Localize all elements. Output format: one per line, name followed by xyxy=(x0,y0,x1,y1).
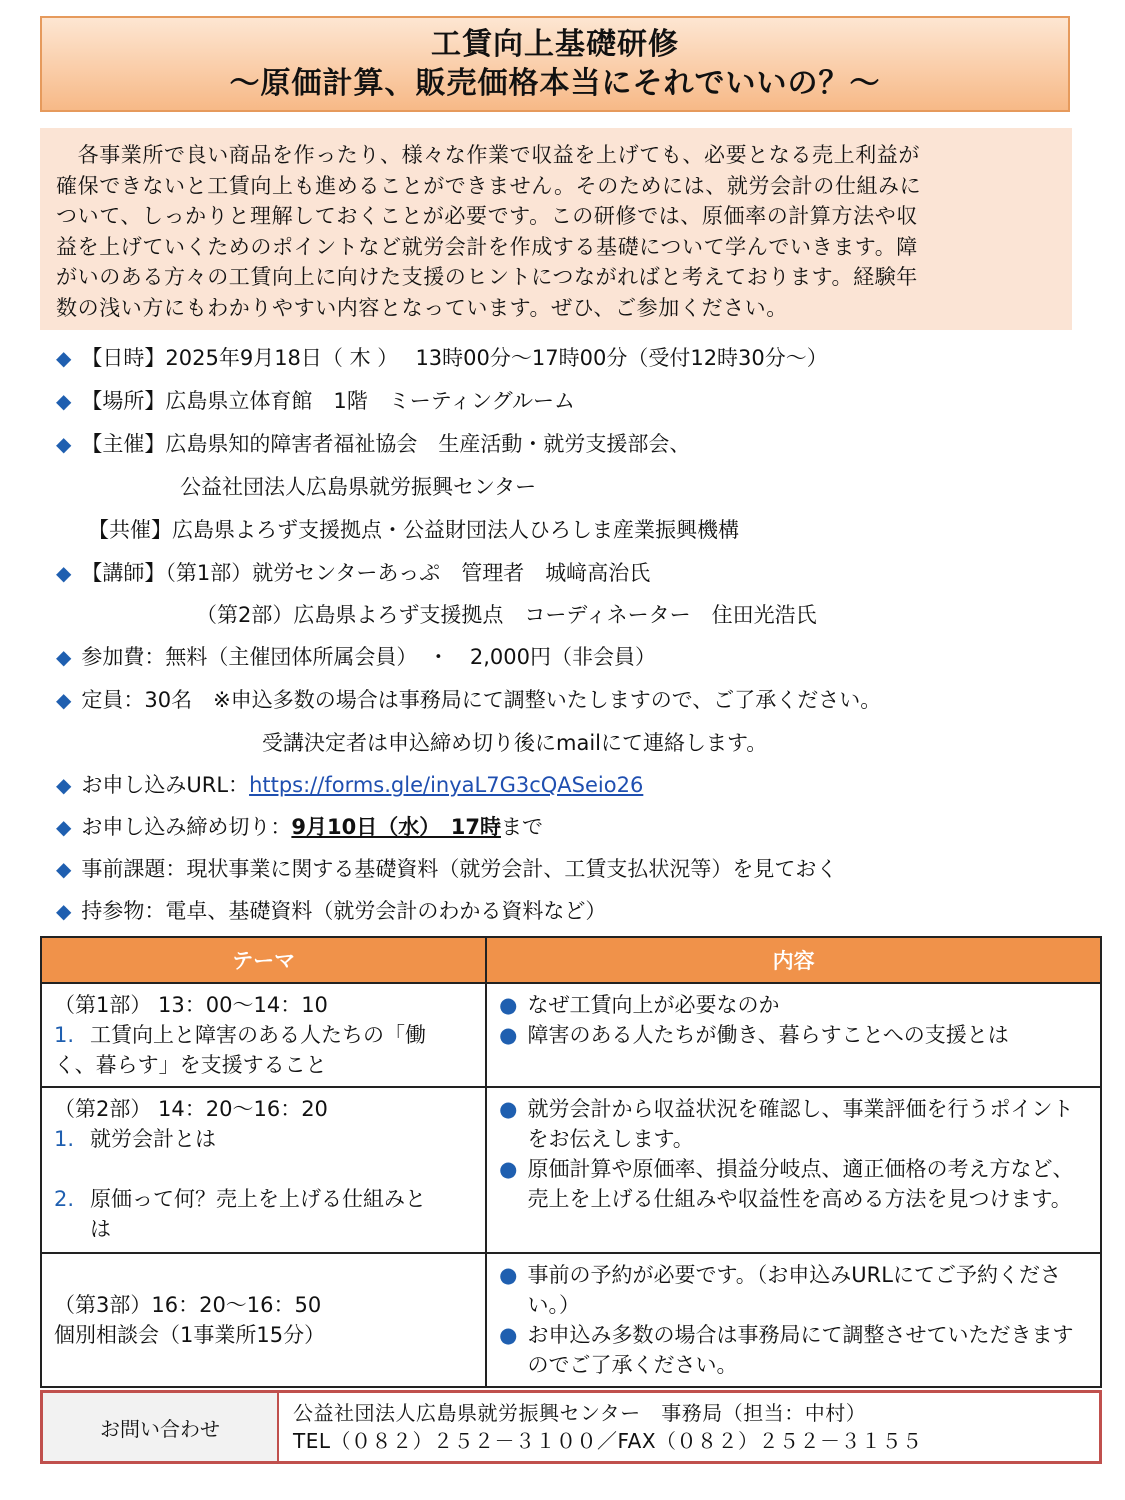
info-capacity-note xyxy=(262,728,767,758)
info-deadline xyxy=(56,812,543,842)
bullet-dot-icon: ● xyxy=(499,1263,518,1287)
schedule-table xyxy=(40,936,1102,1388)
intro-paragraph xyxy=(40,128,1072,330)
host-text-2: 公益社団法人広島県就労振興センター xyxy=(180,475,537,499)
info-prework xyxy=(56,854,837,884)
info-bring xyxy=(56,896,606,926)
contact-label: お問い合わせ xyxy=(43,1393,279,1461)
diamond-bullet-icon: ◆ xyxy=(56,561,72,585)
bring-text: 持参物：電卓、基礎資料（就労会計のわかる資料など） xyxy=(81,899,607,923)
header-content: 内容 xyxy=(486,937,1101,983)
diamond-bullet-icon: ◆ xyxy=(56,899,72,923)
intro-line: 各事業所で良い商品を作ったり、様々な作業で収益を上げても、必要となる売上利益が xyxy=(56,143,920,167)
intro-line: 確保できないと工賃向上も進めることができません。そのためには、就労会計の仕組みに xyxy=(56,173,922,198)
deadline-suffix: まで xyxy=(500,815,543,839)
part1-theme-text: 工賃向上と障害のある人たちの「働 xyxy=(90,1023,427,1047)
part3-bullet: お申込み多数の場合は事務局にて調整させていただきますのでご了承ください。 xyxy=(527,1323,1074,1377)
part3-theme-cell xyxy=(41,1253,486,1387)
part3-content-cell xyxy=(486,1253,1101,1387)
date-text: 【日時】2025年9月18日（ 木 ） 13時00分～17時00分（受付12時30分～） xyxy=(81,346,828,370)
diamond-bullet-icon: ◆ xyxy=(56,645,72,669)
info-place xyxy=(56,386,575,416)
diamond-bullet-icon: ◆ xyxy=(56,432,72,456)
diamond-bullet-icon: ◆ xyxy=(56,815,72,839)
info-host-2 xyxy=(180,472,536,502)
page-subtitle: ～原価計算、販売価格本当にそれでいいの？～ xyxy=(229,66,881,101)
info-url xyxy=(56,770,643,800)
application-url-link[interactable]: https://forms.gle/inyaL7G3cQASeio26 xyxy=(249,773,644,797)
part2-bullet: 就労会計から収益状況を確認し、事業評価を行うポイントをお伝えします。 xyxy=(527,1097,1074,1151)
diamond-bullet-icon: ◆ xyxy=(56,773,72,797)
fee-text: 参加費：無料（主催団体所属会員） ・ 2,000円（非会員） xyxy=(81,645,657,669)
host-text: 【主催】広島県知的障害者福祉協会 生産活動・就労支援部会、 xyxy=(81,432,691,456)
deadline-label: お申し込み締め切り： xyxy=(81,815,292,839)
info-date xyxy=(56,343,828,373)
part1-theme-cell xyxy=(41,983,486,1087)
bullet-dot-icon: ● xyxy=(499,1157,518,1181)
info-host xyxy=(56,429,690,459)
contact-phone: TEL（０８２）２５２－３１００／FAX（０８２）２５２－３１５５ xyxy=(293,1429,923,1453)
part2-time: （第2部） 14：20～16：20 xyxy=(54,1097,328,1121)
part1-content-cell xyxy=(486,983,1101,1087)
part2-bullet: 原価計算や原価率、損益分岐点、適正価格の考え方など、売上を上げる仕組みや収益性を高める方法を見つけます。 xyxy=(527,1157,1074,1211)
diamond-bullet-icon: ◆ xyxy=(56,346,72,370)
cohost-text: 【共催】広島県よろず支援拠点・公益財団法人ひろしま産業振興機構 xyxy=(88,518,739,542)
intro-line: 益を上げていくためのポイントなど就労会計を作成する基礎について学んでいきます。障 xyxy=(56,234,918,259)
title-banner xyxy=(40,16,1070,112)
bullet-dot-icon: ● xyxy=(499,1023,518,1047)
deadline-value: 9月10日（水） 17時 xyxy=(291,815,501,839)
list-number: 1. xyxy=(54,1023,75,1047)
diamond-bullet-icon: ◆ xyxy=(56,389,72,413)
part2-content-cell xyxy=(486,1087,1101,1253)
bullet-dot-icon: ● xyxy=(499,1323,518,1347)
url-label: お申し込みURL： xyxy=(81,773,250,797)
part3-bullet: 事前の予約が必要です。（お申込みURLにてご予約ください。） xyxy=(527,1263,1061,1317)
contact-details xyxy=(279,1393,923,1461)
part1-bullet: なぜ工賃向上が必要なのか xyxy=(527,993,780,1017)
info-fee xyxy=(56,642,656,672)
lecturer-text-2: （第2部）広島県よろず支援拠点 コーディネーター 住田光浩氏 xyxy=(196,603,817,627)
intro-line: ついて、しっかりと理解しておくことが必要です。この研修では、原価率の計算方法や収 xyxy=(56,204,918,228)
intro-line: がいのある方々の工賃向上に向けた支援のヒントにつながればと考えております。経験年 xyxy=(56,265,918,289)
page-title: 工賃向上基礎研修 xyxy=(431,27,679,62)
part1-bullet: 障害のある人たちが働き、暮らすことへの支援とは xyxy=(527,1023,1009,1047)
table-header-row xyxy=(41,937,1101,983)
part1-theme-text-2: く、暮らす」を支援すること xyxy=(54,1053,327,1077)
bullet-dot-icon: ● xyxy=(499,993,518,1017)
capacity-text: 定員：30名 ※申込多数の場合は事務局にて調整いたしますので、ご了承ください。 xyxy=(81,688,882,712)
part2-theme-text-3: は xyxy=(90,1217,111,1241)
table-row xyxy=(41,1087,1101,1253)
part1-time: （第1部） 13：00～14：10 xyxy=(54,993,328,1017)
lecturer-text-1: 【講師】（第1部）就労センターあっぷ 管理者 城﨑高治氏 xyxy=(81,561,651,585)
part3-time: （第3部）16：20～16：50 xyxy=(54,1293,322,1317)
bullet-dot-icon: ● xyxy=(499,1097,518,1121)
info-lecturer xyxy=(56,558,650,588)
list-number: 2. xyxy=(54,1187,75,1211)
contact-organization: 公益社団法人広島県就労振興センター 事務局（担当：中村） xyxy=(293,1401,867,1425)
table-row xyxy=(41,1253,1101,1387)
capacity-note-text: 受講決定者は申込締め切り後にmailにて連絡します。 xyxy=(262,731,768,755)
part2-theme-text-2: 原価って何？売上を上げる仕組みと xyxy=(90,1187,427,1211)
diamond-bullet-icon: ◆ xyxy=(56,688,72,712)
info-capacity xyxy=(56,685,881,715)
intro-line: 数の浅い方にもわかりやすい内容となっています。ぜひ、ご参加ください。 xyxy=(56,295,788,320)
table-row xyxy=(41,983,1101,1087)
place-text: 【場所】広島県立体育館 1階 ミーティングルーム xyxy=(81,389,576,413)
diamond-bullet-icon: ◆ xyxy=(56,857,72,881)
part2-theme-text: 就労会計とは xyxy=(90,1127,217,1151)
info-lecturer-2 xyxy=(196,600,817,630)
part3-theme-text: 個別相談会（1事業所15分） xyxy=(54,1323,326,1347)
info-cohost xyxy=(88,515,739,545)
part2-theme-cell xyxy=(41,1087,486,1253)
prework-text: 事前課題：現状事業に関する基礎資料（就労会計、工賃支払状況等）を見ておく xyxy=(81,857,838,881)
header-theme: テーマ xyxy=(41,937,486,983)
contact-box xyxy=(40,1390,1102,1464)
list-number: 1. xyxy=(54,1127,75,1151)
